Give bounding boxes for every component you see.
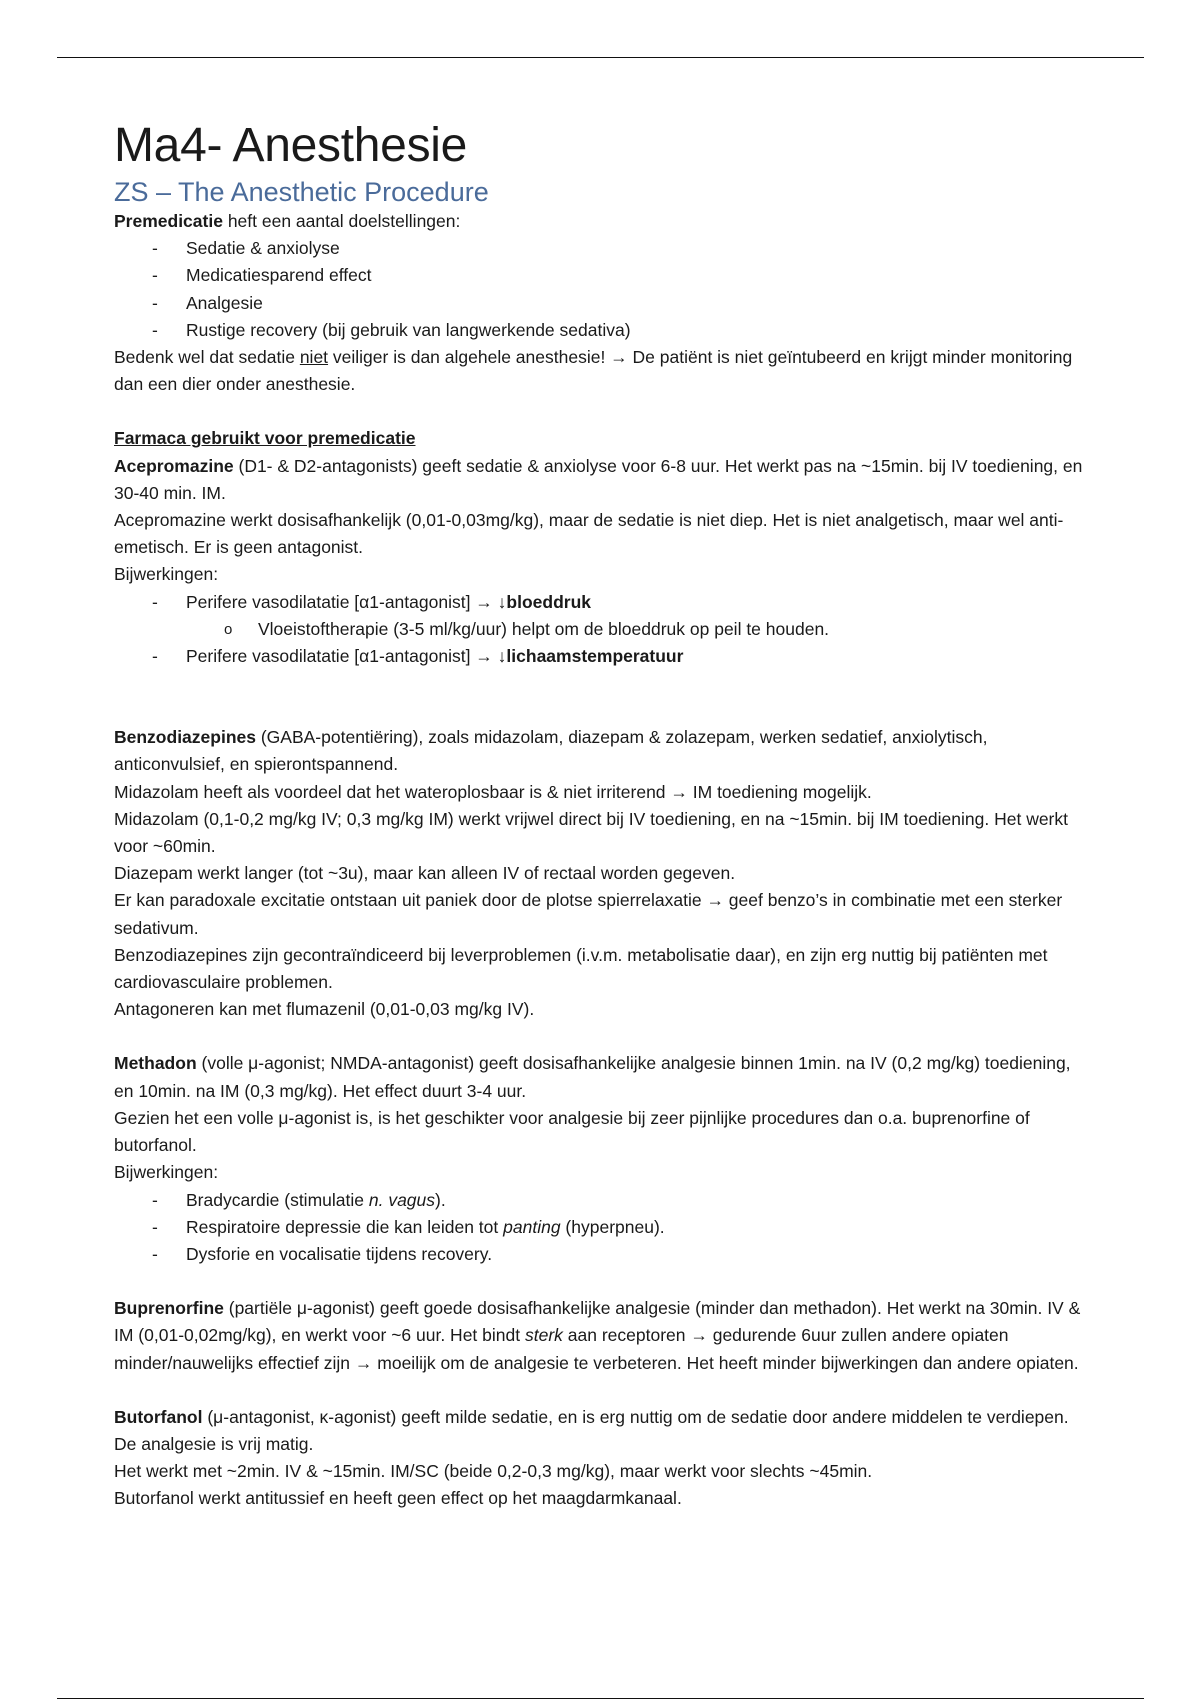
farmaca-heading: Farmaca gebruikt voor premedicatie (114, 428, 416, 449)
buprenorfine-p1: Buprenorfine (partiële μ-agonist) geeft goede dosisafhankelijke analgesie (minder dan methadon). Het werkt na 30min. IV & IM (0,01-0,02mg/kg), en werkt voor ~6 uur. Het bindt sterk aan receptoren → gedurende 6uur zullen andere opiaten minder/nauwelijks effectief zijn → moeilijk om de analgesie te verbeteren. Het heeft minder bijwerkingen dan andere opiaten. (114, 1298, 1081, 1373)
acepromazine-p1: Acepromazine (D1- & D2-antagonists) geeft sedatie & anxiolyse voor 6-8 uur. Het werkt pas na ~15min. bij IV toediening, en 30-40 min. IM. (114, 455, 1083, 503)
benzo-p7: Antagoneren kan met flumazenil (0,01-0,03 mg/kg IV). (114, 999, 535, 1020)
sedation-note: Bedenk wel dat sedatie niet veiliger is dan algehele anesthesie! → De patiënt is niet geïntubeerd en krijgt minder monitoring dan een dier onder anesthesie. (114, 347, 1073, 395)
methadon-bijwerkingen-label: Bijwerkingen: (114, 1162, 219, 1183)
page-title: Ma4- Anesthesie (114, 119, 468, 172)
bottom-rule (57, 1698, 1144, 1699)
acepromazine-side-effects (114, 589, 1094, 671)
premedicatie-goals-list (114, 235, 1094, 344)
acepromazine-bijwerkingen-label: Bijwerkingen: (114, 564, 219, 585)
benzo-p4: Diazepam werkt langer (tot ~3u), maar kan alleen IV of rectaal worden gegeven. (114, 863, 736, 884)
butorfanol-p2: Het werkt met ~2min. IV & ~15min. IM/SC (beide 0,2-0,3 mg/kg), maar werkt voor slechts ~45min. (114, 1461, 873, 1482)
acepromazine-p2: Acepromazine werkt dosisafhankelijk (0,01-0,03mg/kg), maar de sedatie is niet diep. Het is niet analgetisch, maar wel anti-emetisch. Er is geen antagonist. (114, 510, 1064, 558)
benzo-p3: Midazolam (0,1-0,2 mg/kg IV; 0,3 mg/kg IM) werkt vrijwel direct bij IV toediening, en na ~15min. bij IM toediening. Het werkt voor ~60min. (114, 808, 1068, 857)
premedicatie-term: Premedicatie (114, 211, 223, 231)
premedicatie-intro: Premedicatie heft een aantal doelstellingen: (114, 211, 461, 231)
list-item: - Dysforie en vocalisatie tijdens recovery. (114, 1241, 1094, 1268)
butorfanol-p3: Butorfanol werkt antitussief en heeft geen effect op het maagdarmkanaal. (114, 1488, 682, 1509)
methadon-p2: Gezien het een volle μ-agonist is, is het geschikter voor analgesie bij zeer pijnlijke procedures dan o.a. buprenorfine of butorfanol. (114, 1107, 1030, 1156)
list-item: - Respiratoire depressie die kan leiden tot panting (hyperpneu). (114, 1214, 1094, 1241)
list-item: - Bradycardie (stimulatie n. vagus). (114, 1187, 1094, 1214)
benzo-p5: Er kan paradoxale excitatie ontstaan uit paniek door de plotse spierrelaxatie → geef benzo’s in combinatie met een sterker sedativum. (114, 890, 1063, 938)
list-item: - Perifere vasodilatatie [α1-antagonist] → ↓lichaamstemperatuur (114, 643, 1094, 670)
list-item: - Perifere vasodilatatie [α1-antagonist] → ↓bloeddruk (114, 589, 1094, 616)
list-item: - Sedatie & anxiolyse (114, 235, 1094, 262)
list-item: - Analgesie (114, 290, 1094, 317)
butorfanol-p1: Butorfanol (μ-antagonist, κ-agonist) geeft milde sedatie, en is erg nuttig om de sedatie door andere middelen te verdiepen. De analgesie is vrij matig. (114, 1406, 1069, 1454)
list-item: - Rustige recovery (bij gebruik van langwerkende sedativa) (114, 317, 1094, 344)
benzo-p2: Midazolam heeft als voordeel dat het wateroplosbaar is & niet irriterend → IM toediening mogelijk. (114, 781, 872, 802)
document-body (114, 118, 1094, 1513)
list-item: - Medicatiesparend effect (114, 262, 1094, 289)
benzo-p6: Benzodiazepines zijn gecontraïndiceerd bij leverproblemen (i.v.m. metabolisatie daar), en zijn erg nuttig bij patiënten met cardiovasculaire problemen. (114, 944, 1048, 993)
top-rule (57, 57, 1144, 58)
methadon-side-effects (114, 1187, 1094, 1269)
list-item: o Vloeistoftherapie (3-5 ml/kg/uur) helpt om de bloeddruk op peil te houden. (114, 616, 1094, 643)
methadon-p1: Methadon (volle μ-agonist; NMDA-antagonist) geeft dosisafhankelijke analgesie binnen 1min. na IV (0,2 mg/kg) toediening, en 10min. na IM (0,3 mg/kg). Het effect duurt 3-4 uur. (114, 1053, 1071, 1101)
section-subtitle: ZS – The Anesthetic Procedure (114, 177, 489, 207)
benzo-p1: Benzodiazepines (GABA-potentiëring), zoals midazolam, diazepam & zolazepam, werken sedatief, anxiolytisch, anticonvulsief, en spierontspannend. (114, 727, 988, 775)
